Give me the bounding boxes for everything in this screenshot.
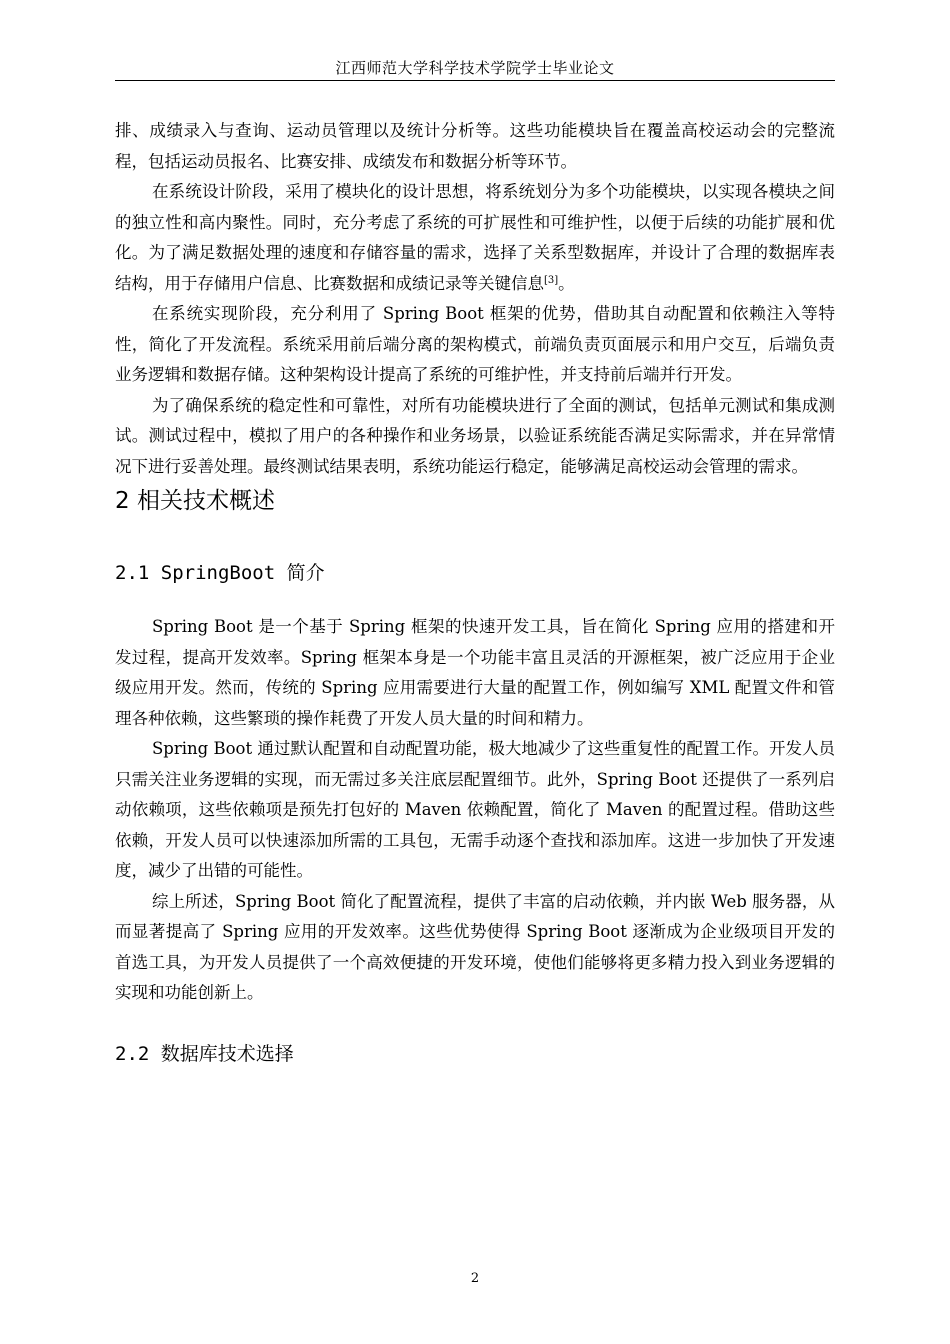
- paragraph: 综上所述，Spring Boot 简化了配置流程，提供了丰富的启动依赖，并内嵌 Web 服务器，从而显著提高了 Spring 应用的开发效率。这些优势使得 Spring Boot 逐渐成为企业级项目开发的首选工具，为开发人员提供了一个高效便捷的开发环境，使他们能够将更多精力投入到业务逻辑的实现和功能创新上。: [115, 891, 835, 1002]
- paragraph: 在系统实现阶段，充分利用了 Spring Boot 框架的优势，借助其自动配置和依赖注入等特性，简化了开发流程。系统采用前后端分离的架构模式，前端负责页面展示和用户交互，后端负责业务逻辑和数据存储。这种架构设计提高了系统的可维护性，并支持前后端并行开发。: [115, 304, 835, 384]
- document-body: [115, 116, 835, 1093]
- running-header: 江西师范大学科学技术学院学士毕业论文: [335, 59, 615, 77]
- paragraph: [115, 177, 835, 299]
- subsection-heading: 2.2 数据库技术选择: [115, 1042, 294, 1065]
- subsection-heading: 2.1 SpringBoot 简介: [115, 562, 325, 584]
- page-number: 2: [470, 1271, 480, 1286]
- paragraph: Spring Boot 通过默认配置和自动配置功能，极大地减少了这些重复性的配置工作。开发人员只需关注业务逻辑的实现，而无需过多关注底层配置细节。此外，Spring Boot 还提供了一系列启动依赖项，这些依赖项是预先打包好的 Maven 依赖配置，简化了 Maven 的配置过程。借助这些依赖，开发人员可以快速添加所需的工具包，无需手动逐个查找和添加库。这进一步加快了开发速度，减少了出错的可能性。: [115, 739, 835, 880]
- paragraph: 排、成绩录入与查询、运动员管理以及统计分析等。这些功能模块旨在覆盖高校运动会的完整流程，包括运动员报名、比赛安排、成绩发布和数据分析等环节。: [115, 121, 835, 171]
- paragraph: 为了确保系统的稳定性和可靠性，对所有功能模块进行了全面的测试，包括单元测试和集成测试。测试过程中，模拟了用户的各种操作和业务场景，以验证系统能否满足实际需求，并在异常情况下进行妥善处理。最终测试结果表明，系统功能运行稳定，能够满足高校运动会管理的需求。: [115, 395, 835, 476]
- section-heading: 2 相关技术概述: [115, 488, 275, 514]
- paragraph-end: 。: [558, 273, 575, 293]
- paragraph: Spring Boot 是一个基于 Spring 框架的快速开发工具，旨在简化 Spring 应用的搭建和开发过程，提高开发效率。Spring 框架本身是一个功能丰富且灵活的开源框架，被广泛应用于企业级应用开发。然而，传统的 Spring 应用需要进行大量的配置工作，例如编写 XML 配置文件和管理各种依赖，这些繁琐的操作耗费了开发人员大量的时间和精力。: [115, 617, 835, 728]
- header-rule: [115, 80, 835, 81]
- paragraph-text: 在系统设计阶段，采用了模块化的设计思想，将系统划分为多个功能模块，以实现各模块之间的独立性和高内聚性。同时，充分考虑了系统的可扩展性和可维护性，以便于后续的功能扩展和优化。为了满足数据处理的速度和存储容量的需求，选择了关系型数据库，并设计了合理的数据库表结构，用于存储用户信息、比赛数据和成绩记录等关键信息: [115, 182, 835, 293]
- citation: [3]: [544, 274, 559, 286]
